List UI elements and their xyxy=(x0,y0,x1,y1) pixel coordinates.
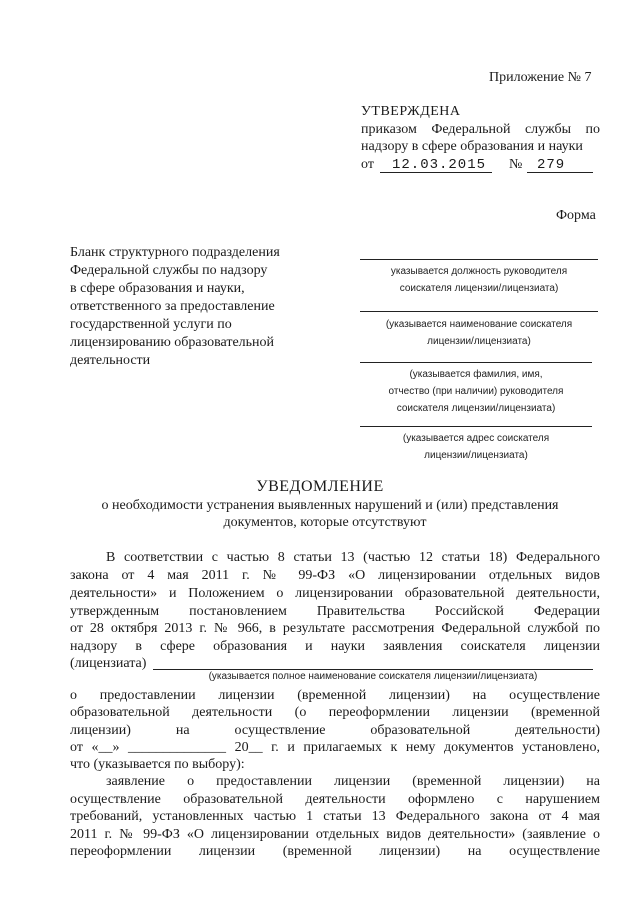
body-line: образовательной деятельности (о переоформлении лицензии (временной xyxy=(70,705,600,720)
body-line: утвержденным постановлением Правительства Российской Федерации xyxy=(70,604,600,619)
order-number-sign: № xyxy=(509,157,523,172)
recipient-head-caption: (указывается фамилия, имя, отчество (при наличии) руководителя соискателя лицензии/лицензиата) xyxy=(388,369,564,414)
licensee-name-caption: (указывается полное наименование соискателя лицензии/лицензиата) xyxy=(208,671,538,682)
issuer-line: Бланк структурного подразделения xyxy=(70,245,280,260)
recipient-address-caption: (указывается адрес соискателя лицензии/лицензиата) xyxy=(402,433,550,461)
body-line: о предоставлении лицензии (временной лицензии) на осуществление xyxy=(70,688,600,703)
body-line: осуществление образовательной деятельности оформлено с нарушением xyxy=(70,792,600,807)
issuer-line: лицензированию образовательной xyxy=(70,335,275,350)
issuer-line: ответственного за предоставление xyxy=(70,299,275,314)
body-line: закона от 4 мая 2011 г. № 99-ФЗ «О лицензировании отдельных видов xyxy=(70,568,600,583)
notice-subtitle-line-1: о необходимости устранения выявленных нарушений и (или) представления xyxy=(101,498,559,513)
body-line: лицензии) на осуществление образовательной деятельности) xyxy=(70,723,600,738)
order-line-1: приказом Федеральной службы по xyxy=(361,122,600,137)
issuer-block xyxy=(70,244,310,370)
issuer-line: деятельности xyxy=(70,353,151,368)
body-line: от 28 октября 2013 г. № 966, в результате рассмотрения Федеральной службой по xyxy=(70,621,600,636)
recipient-name-caption: (указывается наименование соискателя лицензии/лицензиата) xyxy=(385,319,573,347)
body-line: надзору в сфере образования и науки заявления соискателя лицензии xyxy=(70,639,600,654)
recipient-position-caption: указывается должность руководителя соискателя лицензии/лицензиата) xyxy=(390,266,568,294)
licensee-label: (лицензиата) xyxy=(70,656,147,671)
appendix-label: Приложение № 7 xyxy=(489,70,592,85)
order-date: 12.03.2015 xyxy=(392,157,487,173)
body-line: от «__» ______________ 20__ г. и прилагаемых к нему документов установлено, xyxy=(70,740,600,755)
recipient-address-line xyxy=(360,426,592,427)
body-line: деятельности» и Положением о лицензировании образовательной деятельности, xyxy=(70,586,600,601)
order-number: 279 xyxy=(537,157,566,173)
recipient-name-line xyxy=(360,311,598,312)
body-line: требований, установленных частью 1 статьи 13 Федерального закона от 4 мая xyxy=(70,809,600,824)
order-date-underline xyxy=(380,172,492,173)
order-line-2: надзору в сфере образования и науки xyxy=(361,139,583,154)
notice-subtitle-line-2: документов, которые отсутствуют xyxy=(223,515,427,530)
issuer-line: в сфере образования и науки, xyxy=(70,281,245,296)
body-line: В соответствии с частью 8 статьи 13 (частью 12 статьи 18) Федерального xyxy=(106,550,600,565)
approved-title: УТВЕРЖДЕНА xyxy=(361,104,461,119)
recipient-position-line xyxy=(360,259,598,260)
issuer-line: государственной услуги по xyxy=(70,317,232,332)
order-number-underline xyxy=(527,172,593,173)
body-line: что (указывается по выбору): xyxy=(70,757,245,772)
recipient-head-line xyxy=(360,362,592,363)
order-from-label: от xyxy=(361,157,374,172)
body-line: 2011 г. № 99-ФЗ «О лицензировании отдельных видов деятельности» (заявление о xyxy=(70,827,600,842)
form-label: Форма xyxy=(556,208,596,223)
body-line: переоформлении лицензии (временной лицензии) на осуществление xyxy=(70,844,600,859)
notice-title: УВЕДОМЛЕНИЕ xyxy=(256,478,384,495)
issuer-line: Федеральной службы по надзору xyxy=(70,263,268,278)
body-line: заявление о предоставлении лицензии (временной лицензии) на xyxy=(106,774,600,789)
